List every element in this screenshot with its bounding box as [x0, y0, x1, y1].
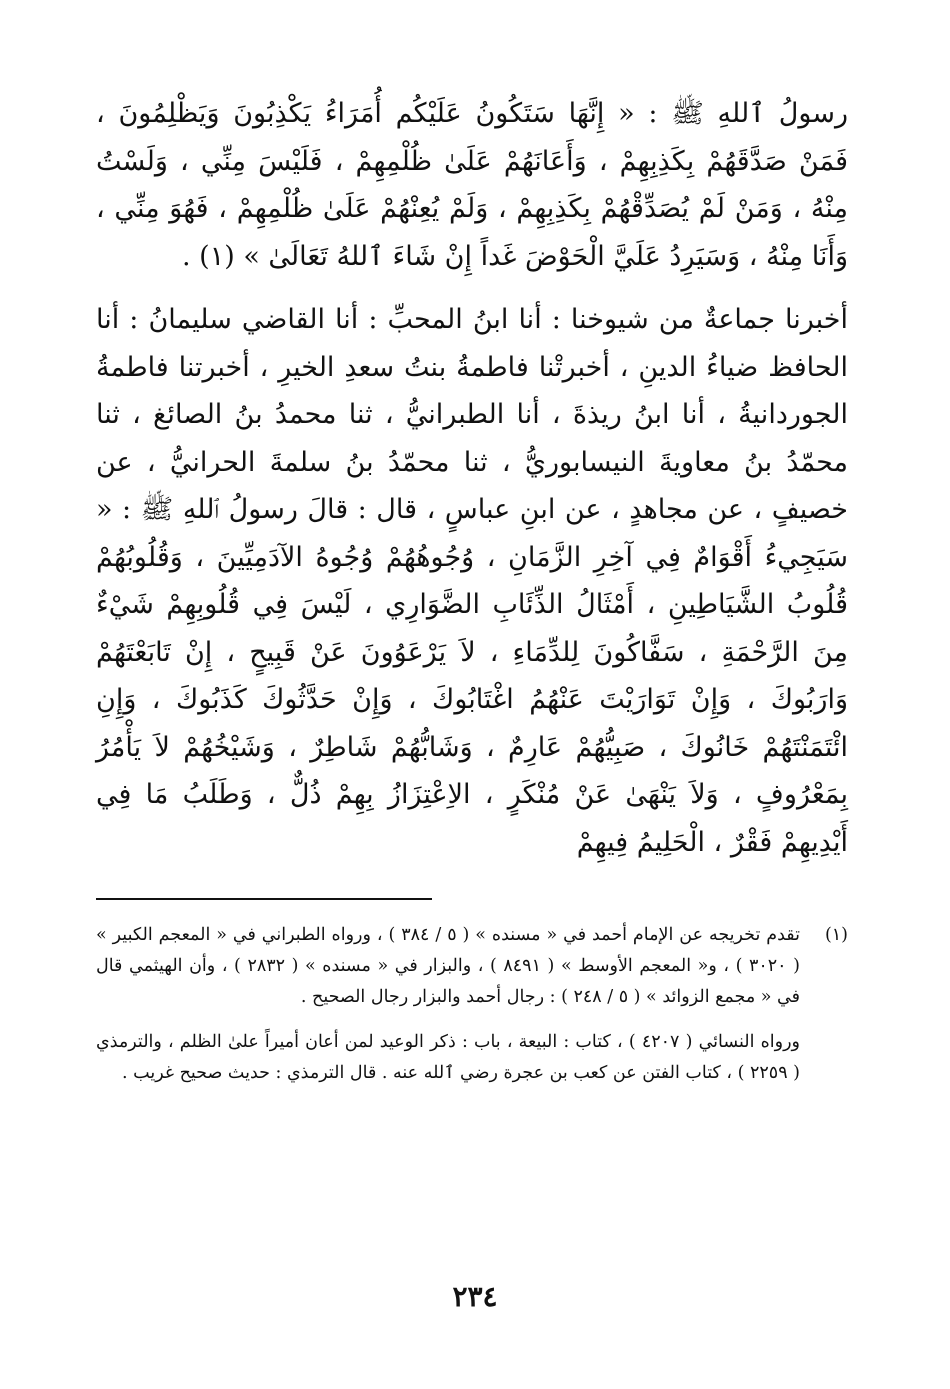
page-body — [96, 90, 848, 1089]
page-number: ٢٣٤ — [452, 1280, 498, 1313]
footnote-divider — [96, 898, 432, 900]
footnote-paragraph-2: ورواه النسائي ( ٤٢٠٧ ) ، كتاب : البيعة ، باب : ذكر الوعيد لمن أعان أميراً علىٰ الظلم ، والترمذي ( ٢٢٥٩ ) ، كتاب الفتن عن كعب بن عجرة رضي ٱلله عنه . قال الترمذي : حديث صحيح غريب . — [96, 1032, 800, 1083]
footnote-body — [96, 920, 800, 1089]
main-text — [96, 90, 848, 866]
footnote-paragraph-1: تقدم تخريجه عن الإمام أحمد في « مسنده » ( ٥ / ٣٨٤ ) ، ورواه الطبراني في « المعجم الكبير » ( ٣٠٢٠ ) ، و« المعجم الأوسط » ( ٨٤٩١ ) ، والبزار في « مسنده » ( ٢٨٣٢ ) ، وأن الهيثمي قال في « مجمع الزوائد » ( ٥ / ٢٤٨ ) : رجال أحمد والبزار رجال الصحيح . — [96, 925, 800, 1007]
footnote-1 — [96, 920, 848, 1089]
footnotes — [96, 920, 848, 1089]
hadith-paragraph-1: رسولُ ٱللهِ ﷺ : « إِنَّهَا سَتَكُونُ عَلَيْكُم أُمَرَاءُ يَكْذِبُونَ وَيَظْلِمُونَ ، فَمَنْ صَدَّقَهُمْ بِكَذِبِهِمْ ، وَأَعَانَهُمْ عَلَىٰ ظُلْمِهِمْ ، فَلَيْسَ مِنِّي ، وَلَسْتُ مِنْهُ ، وَمَنْ لَمْ يُصَدِّقْهُمْ بِكَذِبِهِمْ ، وَلَمْ يُعِنْهُمْ عَلَىٰ ظُلْمِهِمْ ، فَهُوَ مِنِّي ، وَأَنَا مِنْهُ ، وَسَيَرِدُ عَلَيَّ الْحَوْضَ غَداً إِنْ شَاءَ ٱللهُ تَعَالَىٰ » (١) . — [96, 98, 848, 272]
footnote-number: (١) — [824, 925, 848, 945]
hadith-paragraph-2: أخبرنا جماعةٌ من شيوخنا : أنا ابنُ المحبِّ : أنا القاضي سليمانُ : أنا الحافظ ضياءُ الدينِ ، أخبرتْنا فاطمةُ بنتُ سعدِ الخيرِ ، أخبرتنا فاطمةُ الجوردانيةُ ، أنا ابنُ ريذةَ ، أنا الطبرانيُّ ، ثنا محمدُ بنُ الصائغ ، ثنا محمّدُ بنُ معاويةَ النيسابوريُّ ، ثنا محمّدُ بنُ سلمةَ الحرانيُّ ، عن خصيفٍ ، عن مجاهدٍ ، عن ابنِ عباسٍ ، قال : قالَ رسولُ ٱللهِ ﷺ : « سَيَجِيءُ أَقْوَامٌ فِي آخِرِ الزَّمَانِ ، وُجُوهُهُمْ وُجُوهُ الآدَمِيِّينَ ، وَقُلُوبُهُمْ قُلُوبُ الشَّيَاطِينِ ، أَمْثَالُ الذِّئَابِ الضَّوَارِي ، لَيْسَ فِي قُلُوبِهِمْ شَيْءٌ مِنَ الرَّحْمَةِ ، سَفَّاكُونَ لِلدِّمَاءِ ، لاَ يَرْعَوُونَ عَنْ قَبِيحٍ ، إِنْ تَابَعْتَهُمْ وَارَبُوكَ ، وَإِنْ تَوَارَيْتَ عَنْهُمُ اغْتَابُوكَ ، وَإِنْ حَدَّثُوكَ كَذَبُوكَ ، وَإِنِ ائْتَمَنْتَهُمْ خَانُوكَ ، صَبِيُّهُمْ عَارِمٌ ، وَشَابُّهُمْ شَاطِرٌ ، وَشَيْخُهُمْ لاَ يَأْمُرُ بِمَعْرُوفٍ ، وَلاَ يَنْهَىٰ عَنْ مُنْكَرٍ ، الاِعْتِزَازُ بِهِمْ ذُلٌّ ، وَطَلَبُ مَا فِي أَيْدِيهِمْ فَقْرٌ ، الْحَلِيمُ فِيهِمْ — [96, 304, 848, 858]
